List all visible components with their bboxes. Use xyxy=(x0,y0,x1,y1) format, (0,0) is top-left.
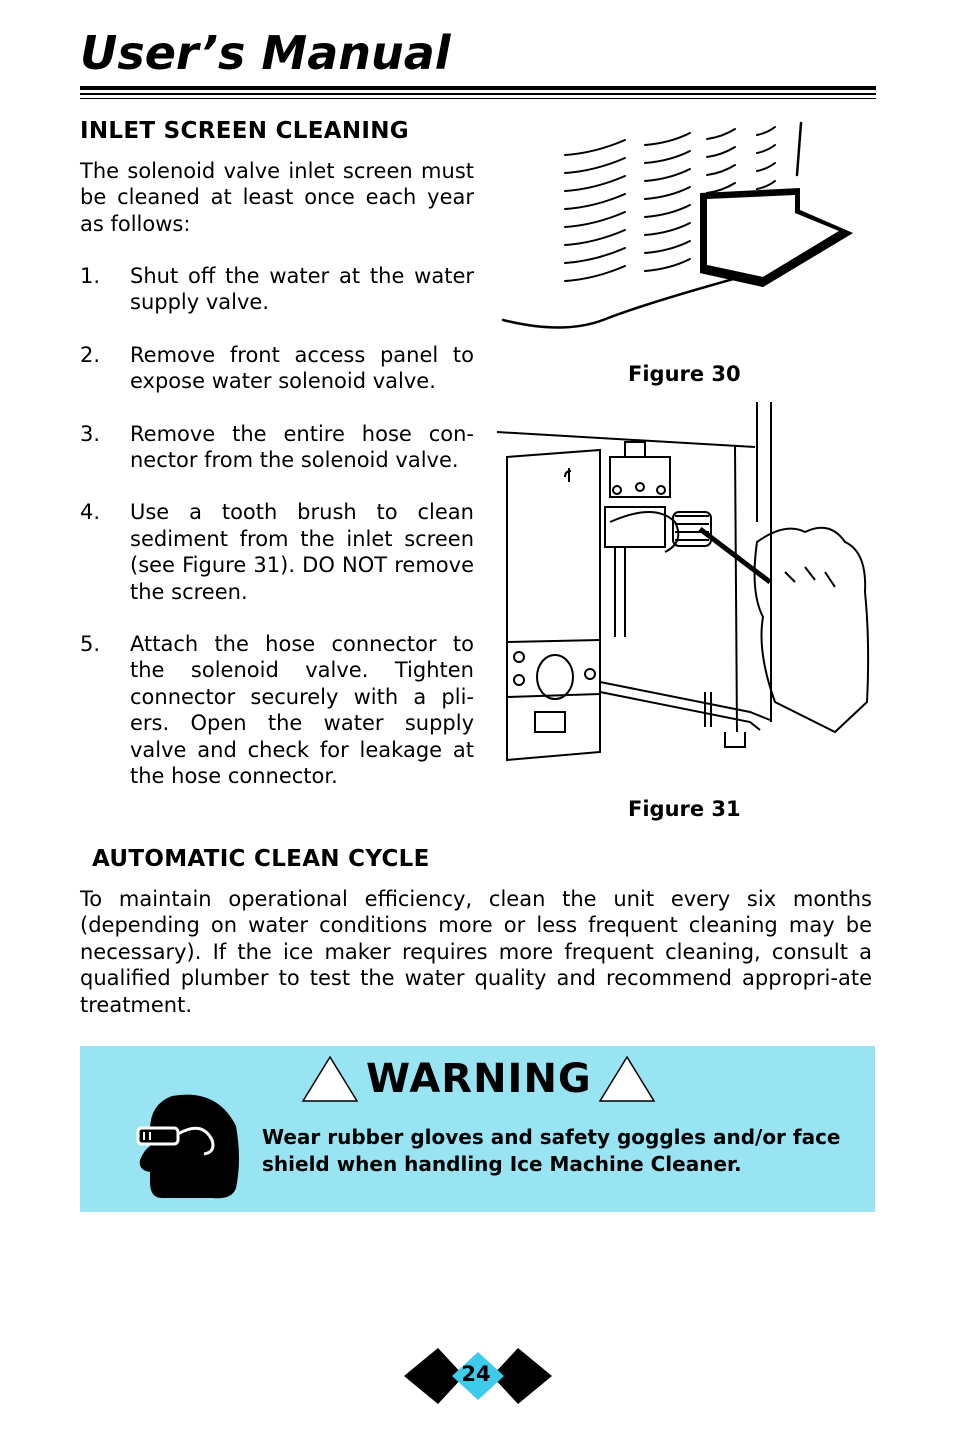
list-item: 2. Remove front access panel to expose water solenoid valve. xyxy=(80,342,474,394)
clean-heading: AUTOMATIC CLEAN CYCLE xyxy=(92,846,430,872)
list-item: 4. Use a tooth brush to clean sediment from the inlet screen (see Figure 31). DO NOT remove the screen. xyxy=(80,500,474,604)
header-rule-thin xyxy=(80,98,876,99)
figure-30-caption: Figure 30 xyxy=(628,362,741,386)
list-item: 5. Attach the hose connector to the solenoid valve. Tighten connector securely with a pli-ers. Open the water supply valve and check for leakage at the hose connector. xyxy=(80,632,474,789)
warning-box xyxy=(80,1046,875,1212)
inlet-steps xyxy=(80,263,474,816)
clean-text: To maintain operational efficiency, clean the unit every six months (depending on water conditions more or less frequent cleaning may be necessary). If the ice maker requires more frequent cleaning, consult a qualified plumber to test the water quality and recommend appropri-ate treatment. xyxy=(80,887,872,1017)
warning-triangle-icon xyxy=(597,1054,657,1104)
figure-31-illustration xyxy=(495,402,880,777)
inlet-intro: The solenoid valve inlet screen must be cleaned at least once each year as follows: xyxy=(80,159,474,236)
header-rule-thick xyxy=(80,86,876,90)
page-title: User’s Manual xyxy=(80,26,451,80)
figure-31-caption: Figure 31 xyxy=(628,797,741,821)
warning-title: WARNING xyxy=(366,1056,592,1102)
figure-30-illustration xyxy=(495,115,865,340)
page-number: 24 xyxy=(461,1362,491,1386)
inlet-heading: INLET SCREEN CLEANING xyxy=(80,118,409,144)
list-item: 3. Remove the entire hose con-nector from the solenoid valve. xyxy=(80,421,474,473)
warning-text: Wear rubber gloves and safety goggles and/or face shield when handling Ice Machine Cleaner. xyxy=(262,1125,841,1176)
warning-triangle-icon xyxy=(300,1054,360,1104)
safety-goggles-icon xyxy=(132,1090,242,1202)
header-rule-mid xyxy=(80,93,876,95)
list-item: 1. Shut off the water at the water supply valve. xyxy=(80,264,474,315)
